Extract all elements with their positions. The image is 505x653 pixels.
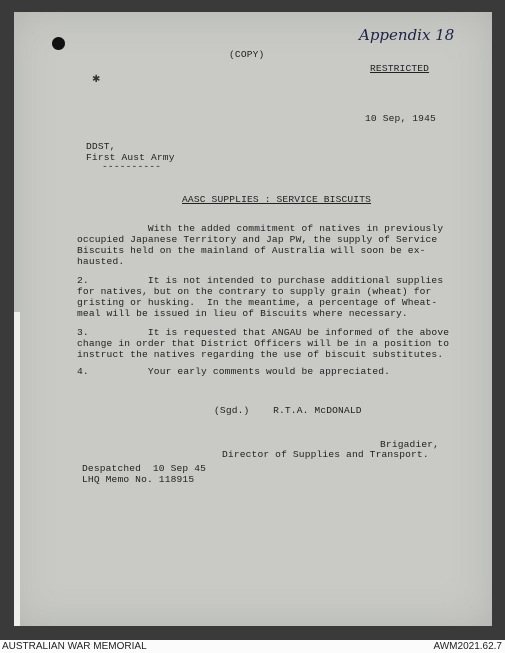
letter-date: 10 Sep, 1945 bbox=[365, 113, 436, 124]
archive-name: AUSTRALIAN WAR MEMORIAL bbox=[2, 641, 147, 652]
copy-label: (COPY) bbox=[229, 49, 265, 60]
archive-reference: AWM2021.62.7 bbox=[433, 641, 502, 652]
document-page bbox=[14, 12, 492, 626]
paragraph-2-line-1: 2. It is not intended to purchase additional supplies bbox=[77, 275, 444, 286]
paragraph-3-line-2: change in order that District Officers will be in a position to bbox=[77, 338, 450, 349]
despatched-line: Despatched 10 Sep 45 bbox=[82, 463, 207, 474]
classification-label: RESTRICTED bbox=[370, 63, 430, 74]
archive-footer bbox=[0, 640, 505, 653]
addressee-line-2: First Aust Army bbox=[86, 152, 175, 163]
addressee-rule: ---------- bbox=[102, 161, 162, 172]
signatory-position: Director of Supplies and Transport. bbox=[222, 449, 429, 460]
subject-heading: AASC SUPPLIES : SERVICE BISCUITS bbox=[182, 194, 372, 205]
paragraph-1-line-2: occupied Japanese Territory and Jap PW, the supply of Service bbox=[77, 234, 438, 245]
paragraph-2-line-2: for natives, but on the contrary to supply grain (wheat) for bbox=[77, 286, 432, 297]
paragraph-1-line-1: With the added commitment of natives in previously bbox=[77, 223, 444, 234]
paragraph-2-line-4: meal will be issued in lieu of Biscuits where necessary. bbox=[77, 308, 408, 319]
ink-mark: ✱ bbox=[92, 74, 101, 85]
memo-number: LHQ Memo No. 118915 bbox=[82, 474, 195, 485]
signature-line: (Sgd.) R.T.A. McDONALD bbox=[214, 405, 362, 416]
paragraph-3-line-1: 3. It is requested that ANGAU be informed of the above bbox=[77, 327, 450, 338]
paragraph-1-line-4: hausted. bbox=[77, 256, 125, 267]
paragraph-1-line-3: Biscuits held on the mainland of Australia will soon be ex- bbox=[77, 245, 426, 256]
addressee-line-1: DDST, bbox=[86, 141, 116, 152]
signatory-rank: Brigadier, bbox=[380, 439, 440, 450]
handwritten-annotation: Appendix 18 bbox=[359, 26, 455, 44]
paragraph-2-line-3: gristing or husking. In the meantime, a percentage of Wheat- bbox=[77, 297, 438, 308]
paragraph-3-line-3: instruct the natives regarding the use of biscuit substitutes. bbox=[77, 349, 444, 360]
punch-hole bbox=[52, 37, 65, 50]
paragraph-4-line-1: 4. Your early comments would be appreciated. bbox=[77, 366, 391, 377]
